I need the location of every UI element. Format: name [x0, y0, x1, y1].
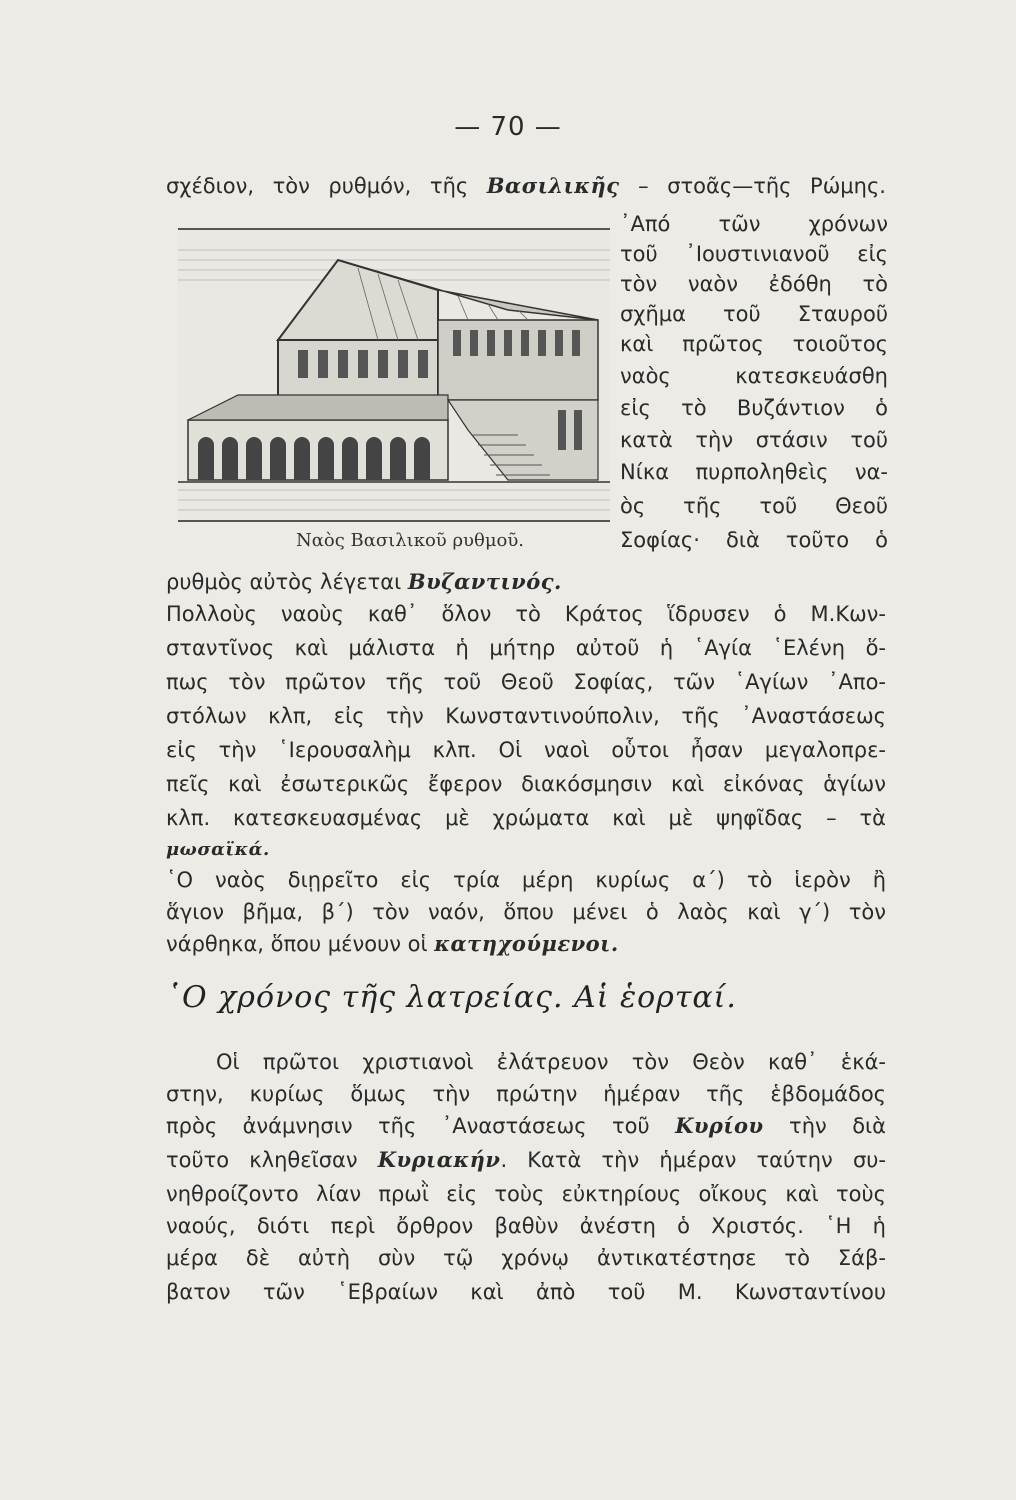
paragraph-line: κλπ. κατεσκευασμένας μὲ χρώματα καὶ μὲ ψηφῖδας – τὰ — [166, 806, 886, 830]
paragraph-line: Οἱ πρῶτοι χριστιανοὶ ἐλάτρευον τὸν Θεὸν καθ᾿ ἑκά- — [216, 1050, 886, 1074]
side-line: σχῆμα τοῦ Σταυροῦ — [620, 302, 888, 326]
paragraph-line: μέρα δὲ αὐτὴ σὺν τῷ χρόνῳ ἀντικατέστησε τὸ Σάβ- — [166, 1246, 886, 1270]
paragraph-line — [166, 1112, 886, 1140]
side-line: ναὸς κατεσκευάσθη — [620, 364, 888, 388]
mosaics-term: μωσαϊκά. — [166, 839, 270, 860]
basilica-term: Βασιλικῆς — [486, 173, 620, 198]
paragraph-line: εἰς τὴν ῾Ιερουσαλὴμ κλπ. Οἱ ναοὶ οὗτοι ἦσαν μεγαλοπρε- — [166, 738, 886, 762]
mosaics-line — [166, 834, 886, 864]
sunday-term: Κυριακήν — [377, 1147, 501, 1172]
paragraph-line: σταντῖνος καὶ μάλιστα ἡ μήτηρ αὐτοῦ ἡ ῾Αγία ῾Ελένη ὅ- — [166, 636, 886, 660]
paragraph-line: Πολλοὺς ναοὺς καθ᾿ ὅλον τὸ Κράτος ἵδρυσεν ὁ Μ.Κων- — [166, 602, 886, 626]
figure-caption: Ναὸς Βασιλικοῦ ρυθμοῦ. — [295, 530, 525, 551]
catechumens-text: νάρθηκα, ὅπου μένουν οἱ — [166, 932, 435, 956]
side-line: Νίκα πυρποληθεὶς να- — [620, 460, 888, 484]
side-line: ᾿Από τῶν χρόνων — [620, 212, 888, 236]
intro-text-a: σχέδιον, τὸν ρυθμόν, τῆς — [166, 174, 487, 198]
page-number: — 70 — — [454, 112, 562, 142]
paragraph-line — [166, 1146, 886, 1174]
byzantine-line — [166, 568, 886, 596]
side-line: καὶ πρῶτος τοιοῦτος — [620, 332, 888, 356]
paragraph-line: στην, κυρίως ὅμως τὴν πρώτην ἡμέραν τῆς ἑβδομάδος — [166, 1082, 886, 1106]
paragraph-line: ἅγιον βῆμα, β΄) τὸν ναόν, ὅπου μένει ὁ λαὸς καὶ γ΄) τὸν — [166, 900, 886, 924]
text-span: πρὸς ἀνάμνησιν τῆς ᾿Αναστάσεως τοῦ — [166, 1114, 676, 1138]
text-span: τὴν διὰ — [763, 1114, 886, 1138]
paragraph-line: ναούς, διότι περὶ ὄρθρον βαθὺν ἀνέστη ὁ Χριστός. ῾Η ἡ — [166, 1214, 886, 1238]
intro-text-c: – στοᾶς—τῆς Ρώμης. — [619, 174, 886, 198]
paragraph-line: πως τὸν πρῶτον τῆς τοῦ Θεοῦ Σοφίας, τῶν ῾Αγίων ᾿Απο- — [166, 670, 886, 694]
section-heading: ῾Ο χρόνος τῆς λατρείας. Αἱ ἑορταί. — [166, 980, 737, 1015]
lord-term: Κυρίου — [675, 1113, 764, 1138]
catechumens-line — [166, 930, 886, 958]
text-span: . Κατὰ τὴν ἡμέραν ταύτην συ- — [500, 1148, 886, 1172]
side-line: τὸν ναὸν ἐδόθη τὸ — [620, 272, 888, 296]
side-line: Σοφίας· διὰ τοῦτο ὁ — [620, 528, 888, 552]
byzantine-term: Βυζαντινός. — [407, 569, 562, 594]
catechumens-term: κατηχούμενοι. — [434, 931, 619, 956]
side-line: τοῦ ᾿Ιουστινιανοῦ εἰς — [620, 242, 888, 266]
paragraph-line: βατον τῶν ῾Εβραίων καὶ ἀπὸ τοῦ Μ. Κωνσταντίνου — [166, 1280, 886, 1304]
paragraph-line: πεῖς καὶ ἐσωτερικῶς ἔφερον διακόσμησιν καὶ εἰκόνας ἁγίων — [166, 772, 886, 796]
paragraph-line: νηθροίζοντο λίαν πρωῒ εἰς τοὺς εὐκτηρίους οἴκους καὶ τοὺς — [166, 1182, 886, 1206]
byzantine-text: ρυθμὸς αὐτὸς λέγεται — [166, 570, 408, 594]
intro-line — [166, 172, 886, 200]
text-span: τοῦτο κληθεῖσαν — [166, 1148, 378, 1172]
side-line: εἰς τὸ Βυζάντιον ὁ — [620, 396, 888, 420]
paragraph-line: στόλων κλπ, εἰς τὴν Κωνσταντινούπολιν, τῆς ᾿Αναστάσεως — [166, 704, 886, 728]
basilica-illustration — [178, 228, 610, 522]
side-line: κατὰ τὴν στάσιν τοῦ — [620, 428, 888, 452]
paragraph-line: ῾Ο ναὸς διῃρεῖτο εἰς τρία μέρη κυρίως α΄) τὸ ἱερὸν ἢ — [166, 868, 886, 892]
side-line: ὸς τῆς τοῦ Θεοῦ — [620, 494, 888, 518]
basilica-church-engraving — [178, 230, 610, 520]
